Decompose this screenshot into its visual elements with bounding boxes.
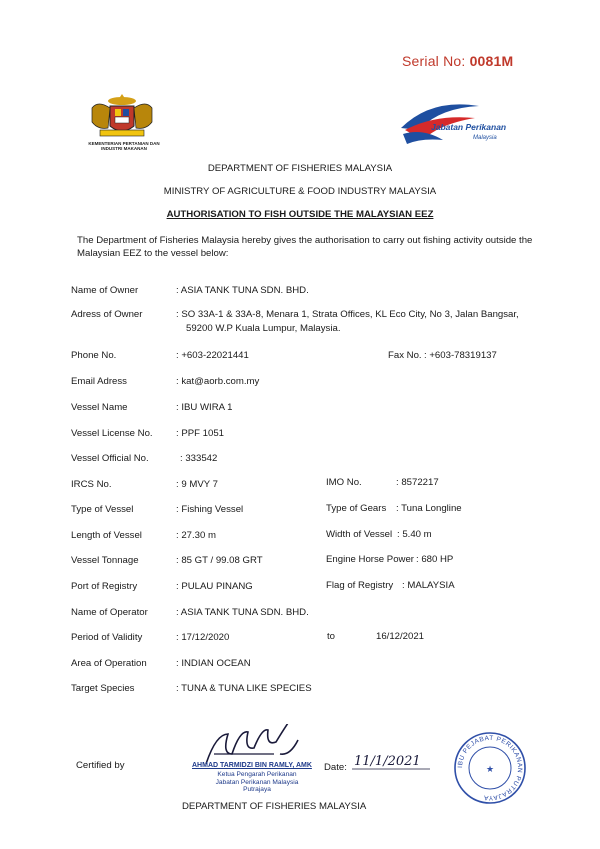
validity-to-word: to: [327, 631, 336, 642]
width-label: Width of Vessel: [326, 529, 393, 540]
validity-to: 16/12/2021: [376, 631, 425, 642]
ministry-heading: MINISTRY OF AGRICULTURE & FOOD INDUSTRY MALAYSIA: [163, 186, 437, 197]
intro-paragraph: The Department of Fisheries Malaysia hereby gives the authorisation to carry out fishing activity outside the Malaysian EEZ to the vessel below:: [77, 235, 533, 259]
vessel-official-label: Vessel Official No.: [71, 453, 149, 464]
official-stamp: [452, 730, 528, 806]
vessel-license-label: Vessel License No.: [71, 428, 153, 439]
area-label: Area of Operation: [71, 658, 147, 669]
validity-label: Period of Validity: [71, 632, 143, 643]
engine-value: : 680 HP: [416, 554, 454, 565]
phone-label: Phone No.: [71, 350, 117, 361]
fax-label: Fax No.: [388, 350, 422, 361]
vessel-name-value: : IBU WIRA 1: [176, 402, 233, 413]
owner-address-line1: : SO 33A-1 & 33A-8, Menara 1, Strata Offices, KL Eco City, No 3, Jalan Bangsar,: [176, 309, 519, 320]
port-value: : PULAU PINANG: [176, 581, 253, 592]
owner-address-label: Adress of Owner: [71, 309, 143, 320]
serial-label: Serial No:: [402, 53, 470, 69]
fisheries-logo: [397, 100, 517, 152]
email-value: : kat@aorb.com.my: [176, 376, 260, 387]
tonnage-label: Vessel Tonnage: [71, 555, 139, 566]
phone-value: : +603-22021441: [176, 350, 249, 361]
species-value: : TUNA & TUNA LIKE SPECIES: [176, 683, 312, 694]
document-title: AUTHORISATION TO FISH OUTSIDE THE MALAYSIAN EEZ: [166, 209, 434, 220]
signer-title-1: Ketua Pengarah Perikanan: [217, 771, 297, 778]
flag-value: : MALAYSIA: [402, 580, 455, 591]
owner-name-value: : ASIA TANK TUNA SDN. BHD.: [176, 285, 309, 296]
vessel-name-label: Vessel Name: [71, 402, 128, 413]
species-label: Target Species: [71, 683, 135, 694]
port-label: Port of Registry: [71, 581, 138, 592]
vessel-type-value: : Fishing Vessel: [176, 504, 244, 515]
ircs-label: IRCS No.: [71, 479, 112, 490]
vessel-license-value: : PPF 1051: [176, 428, 224, 439]
operator-label: Name of Operator: [71, 607, 148, 618]
logo-name: Jabatan Perikanan: [431, 122, 507, 132]
handwritten-date: [352, 748, 432, 772]
gear-type-label: Type of Gears: [326, 503, 387, 514]
serial-number: [402, 53, 513, 69]
ircs-value: : 9 MVY 7: [176, 479, 218, 490]
stamp-star-icon: ★: [485, 764, 495, 774]
date-label: Date:: [324, 762, 347, 773]
area-value: : INDIAN OCEAN: [176, 658, 251, 669]
width-value: : 5.40 m: [397, 529, 432, 540]
ministry-crest-logo: [82, 92, 162, 140]
imo-label: IMO No.: [326, 477, 362, 488]
signer-title-3: Putrajaya: [243, 786, 271, 794]
logo-country: Malaysia: [473, 135, 497, 141]
vessel-type-label: Type of Vessel: [71, 504, 134, 515]
signer-title-2: Jabatan Perikanan Malaysia: [215, 778, 299, 786]
stamp-text: IBU PEJABAT PERIKANAN PUTRAJAYA: [456, 734, 524, 802]
length-value: : 27.30 m: [176, 530, 216, 541]
operator-value: : ASIA TANK TUNA SDN. BHD.: [176, 607, 309, 618]
crest-caption: KEMENTERIAN PERTANIAN DAN INDUSTRI MAKANAN: [88, 141, 160, 151]
signer-name: AHMAD TARMIDZI BIN RAMLY, AMK: [192, 762, 312, 769]
flag-label: Flag of Registry: [326, 580, 394, 591]
vessel-official-value: : 333542: [180, 453, 218, 464]
validity-from: : 17/12/2020: [176, 632, 230, 643]
footer-department: DEPARTMENT OF FISHERIES MALAYSIA: [182, 801, 367, 812]
serial-value: 0081M: [469, 53, 514, 69]
certified-by-label: Certified by: [76, 760, 125, 771]
imo-value: : 8572217: [396, 477, 439, 488]
owner-name-label: Name of Owner: [71, 285, 139, 296]
engine-label: Engine Horse Power: [326, 554, 414, 565]
fax-value: : +603-78319137: [424, 350, 497, 361]
owner-address-line2: 59200 W.P Kuala Lumpur, Malaysia.: [186, 323, 341, 334]
tonnage-value: : 85 GT / 99.08 GRT: [176, 555, 263, 566]
signer-title-block: [195, 771, 319, 794]
length-label: Length of Vessel: [71, 530, 142, 541]
email-label: Email Adress: [71, 376, 127, 387]
gear-type-value: : Tuna Longline: [396, 503, 462, 514]
department-heading: DEPARTMENT OF FISHERIES MALAYSIA: [207, 163, 393, 174]
date-value: 11/1/2021: [354, 754, 421, 769]
